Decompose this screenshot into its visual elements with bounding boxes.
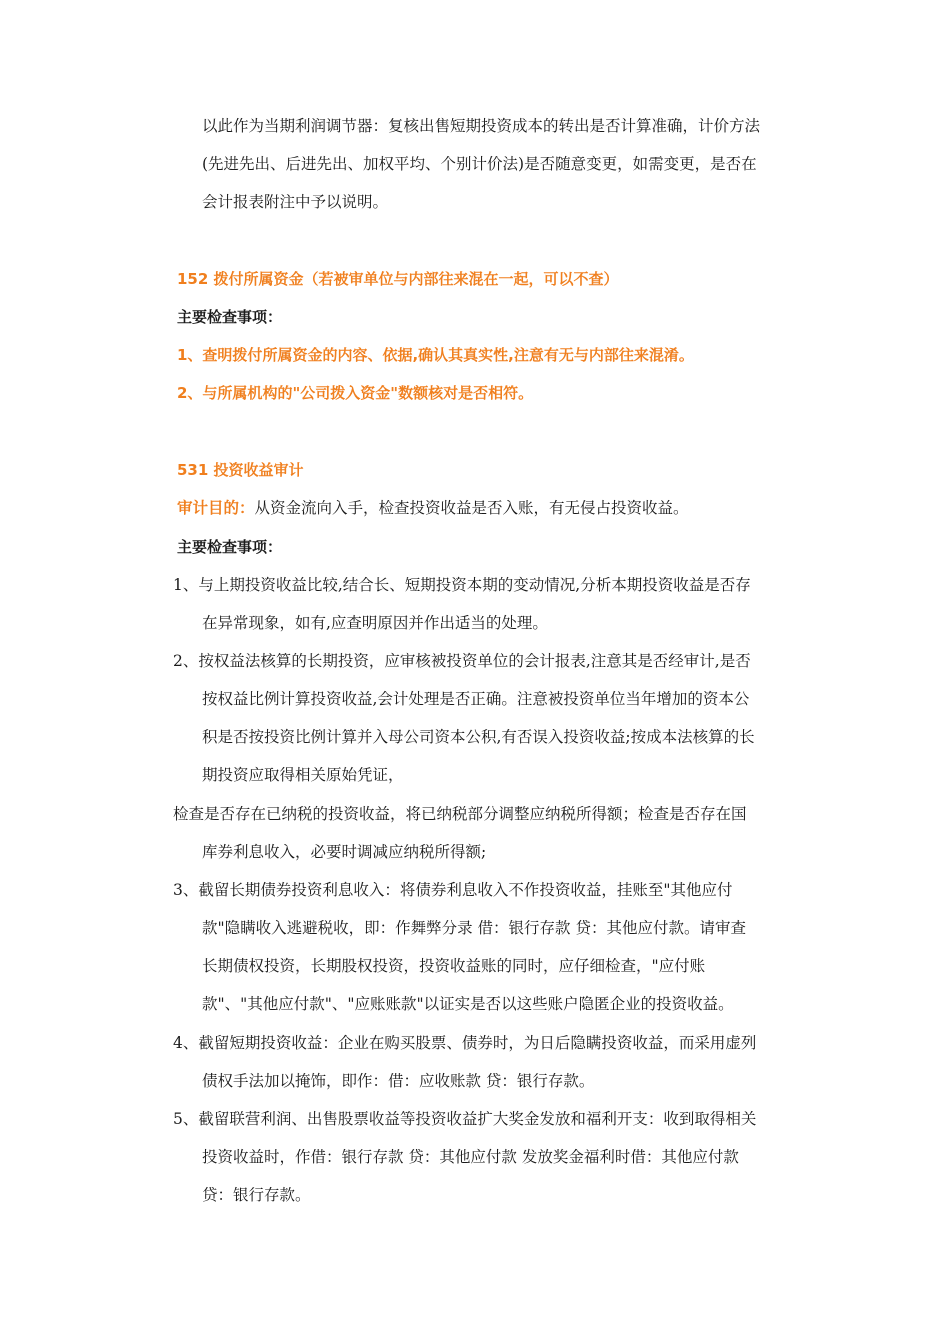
item-1-line-2: 在异常现象，如有,应查明原因并作出适当的处理。	[202, 614, 548, 632]
item-2-line-3: 积是否按投资比例计算并入母公司资本公积,有否误入投资收益;按成本法核算的长	[202, 728, 755, 746]
item-4-line-2: 债权手法加以掩饰，即作：借：应收账款 贷：银行存款。	[202, 1072, 595, 1090]
item-4-line-1: 4、截留短期投资收益：企业在购买股票、债券时，为日后隐瞒投资收益，而采用虚列	[173, 1034, 757, 1052]
section-152-checks-label: 主要检查事项：	[177, 308, 283, 326]
note-line-1: 检查是否存在已纳税的投资收益，将已纳税部分调整应纳税所得额；检查是否存在国	[173, 805, 747, 823]
item-2-line-1: 2、按权益法核算的长期投资，应审核被投资单位的会计报表,注意其是否经审计,是否	[173, 652, 751, 670]
intro-line-3: 会计报表附注中予以说明。	[202, 193, 389, 211]
item-5-line-2: 投资收益时，作借：银行存款 贷：其他应付款 发放奖金福利时借：其他应付款	[202, 1148, 739, 1166]
item-3-line-4: 款"、"其他应付款"、"应账账款"以证实是否以这些账户隐匿企业的投资收益。	[202, 995, 734, 1013]
section-531-heading: 531 投资收益审计	[177, 461, 304, 479]
intro-line-1: 以此作为当期利润调节器：复核出售短期投资成本的转出是否计算准确，计价方法	[202, 117, 761, 135]
section-152-heading: 152 拨付所属资金（若被审单位与内部往来混在一起，可以不查）	[177, 270, 619, 288]
item-3-line-3: 长期债权投资，长期股权投资，投资收益账的同时，应仔细检查，"应付账	[202, 957, 706, 975]
purpose-text: 从资金流向入手，检查投资收益是否入账，有无侵占投资收益。	[254, 499, 689, 517]
item-2-line-2: 按权益比例计算投资收益,会计处理是否正确。注意被投资单位当年增加的资本公	[202, 690, 750, 708]
section-152-item-1: 1、查明拨付所属资金的内容、依据,确认其真实性,注意有无与内部往来混淆。	[177, 346, 694, 364]
section-531-purpose	[177, 497, 689, 519]
item-3-line-1: 3、截留长期债券投资利息收入：将债券利息收入不作投资收益，挂账至"其他应付	[173, 881, 733, 899]
item-2-line-4: 期投资应取得相关原始凭证，	[202, 766, 404, 784]
section-531-checks-label: 主要检查事项：	[177, 538, 283, 556]
item-5-line-1: 5、截留联营利润、出售股票收益等投资收益扩大奖金发放和福利开支：收到取得相关	[173, 1110, 757, 1128]
note-line-2: 库券利息收入，必要时调减应纳税所得额;	[202, 843, 487, 861]
section-152-item-2: 2、与所属机构的"公司拨入资金"数额核对是否相符。	[177, 384, 534, 402]
purpose-label: 审计目的：	[177, 499, 255, 517]
intro-line-2: (先进先出、后进先出、加权平均、个别计价法)是否随意变更，如需变更，是否在	[202, 155, 757, 173]
item-5-line-3: 贷：银行存款。	[202, 1186, 311, 1204]
item-3-line-2: 款"隐瞒收入逃避税收，即：作舞弊分录 借：银行存款 贷：其他应付款。请审查	[202, 919, 746, 937]
item-1-line-1: 1、与上期投资收益比较,结合长、短期投资本期的变动情况,分析本期投资收益是否存	[173, 576, 751, 594]
